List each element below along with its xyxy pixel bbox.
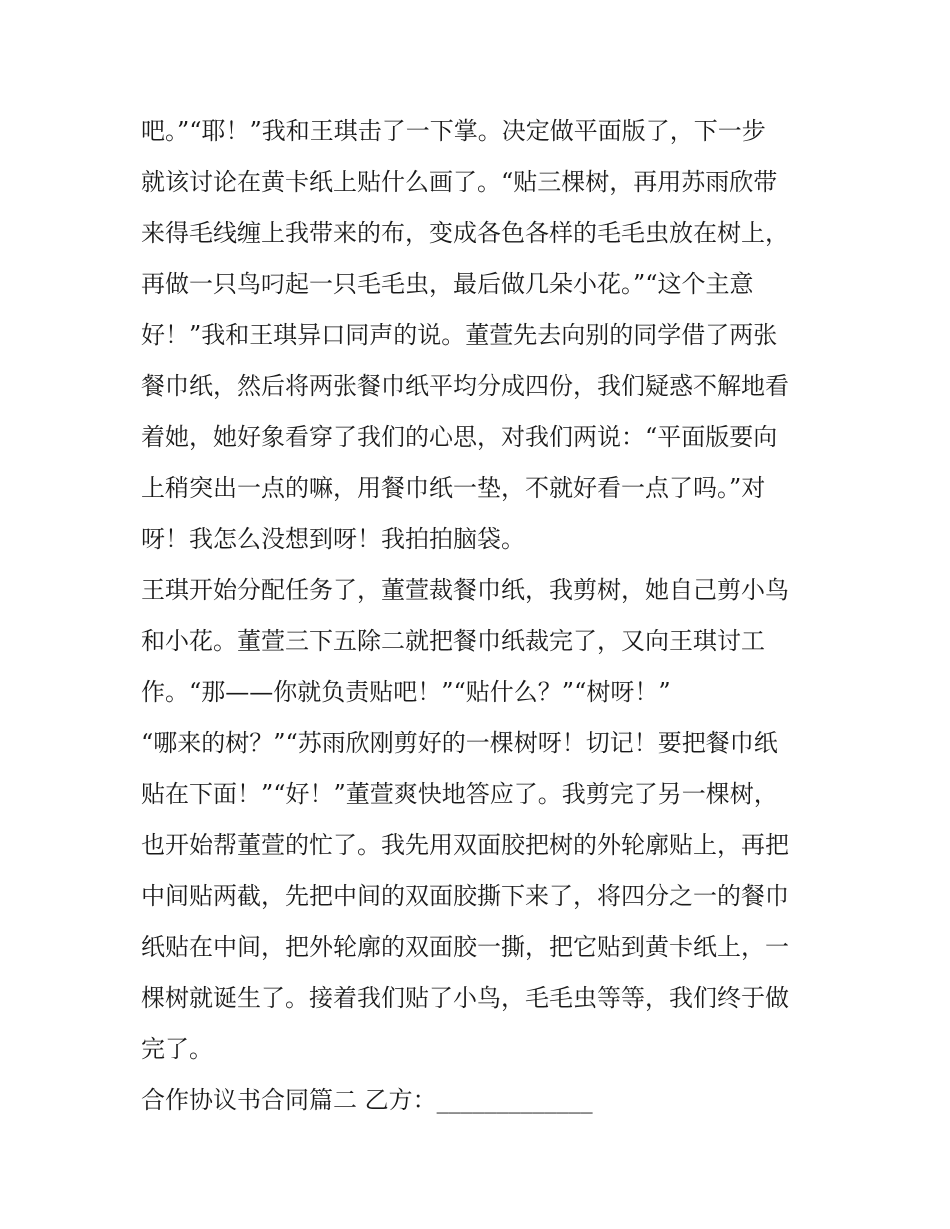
text-line: 再做一只鸟叼起一只毛毛虫，最后做几朵小花。”“这个主意: [141, 270, 754, 298]
text-line: 作。“那——你就负责贴吧！”“贴什么？”“树呀！”: [141, 678, 671, 706]
text-line: 呀！我怎么没想到呀！我拍拍脑袋。: [141, 525, 525, 553]
text-line: 和小花。董萱三下五除二就把餐巾纸裁完了，又向王琪讨工: [141, 627, 765, 655]
text-line: 贴在下面！”“好！”董萱爽快地答应了。我剪完了另一棵树，: [141, 780, 778, 808]
text-line: “哪来的树？”“苏雨欣刚剪好的一棵树呀！切记！要把餐巾纸: [141, 729, 778, 757]
text-line: 王琪开始分配任务了，董萱裁餐巾纸，我剪树，她自己剪小鸟: [141, 576, 789, 604]
text-line: 着她，她好象看穿了我们的心思，对我们两说：“平面版要向: [141, 423, 778, 451]
text-line: 上稍突出一点的嘛，用餐巾纸一垫，不就好看一点了吗。”对: [141, 474, 766, 502]
text-line: 完了。: [141, 1035, 213, 1063]
text-line: 餐巾纸，然后将两张餐巾纸平均分成四份，我们疑惑不解地看: [141, 372, 789, 400]
text-line: 来得毛线缠上我带来的布，变成各色各样的毛毛虫放在树上，: [141, 219, 789, 247]
body-text: [141, 106, 821, 1126]
text-line: 吧。”“耶！”我和王琪击了一下掌。决定做平面版了，下一步: [141, 117, 766, 145]
text-line: 纸贴在中间，把外轮廓的双面胶一撕，把它贴到黄卡纸上，一: [141, 933, 789, 961]
text-line: 棵树就诞生了。接着我们贴了小鸟，毛毛虫等等，我们终于做: [141, 984, 789, 1012]
text-line: 合作协议书合同篇二 乙方：_____________: [141, 1086, 593, 1114]
text-line: 好！”我和王琪异口同声的说。董萱先去向别的同学借了两张: [141, 321, 778, 349]
text-line: 中间贴两截，先把中间的双面胶撕下来了，将四分之一的餐巾: [141, 882, 789, 910]
text-line: 就该讨论在黄卡纸上贴什么画了。“贴三棵树，再用苏雨欣带: [141, 168, 778, 196]
text-line: 也开始帮董萱的忙了。我先用双面胶把树的外轮廓贴上，再把: [141, 831, 789, 859]
